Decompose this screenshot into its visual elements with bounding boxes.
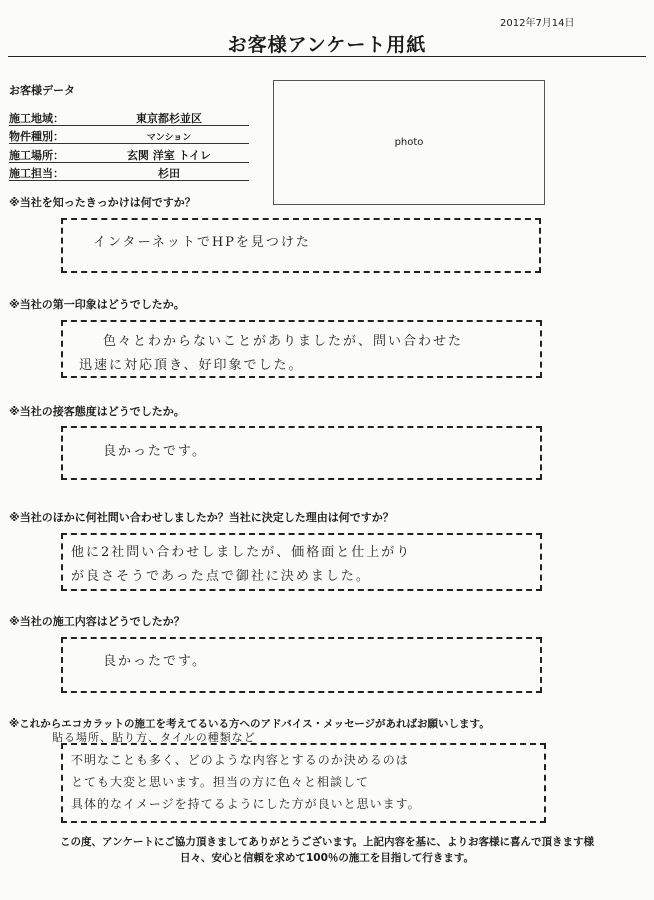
- info-label: 物件種別：: [9, 130, 64, 143]
- answer-box-5: [61, 637, 542, 693]
- answer-4-line-1: 他に2社問い合わせしましたが、価格面と仕上がり: [71, 545, 412, 560]
- page-title: お客様アンケート用紙: [227, 34, 427, 56]
- answer-6-line-2: とても大変と思います。担当の方に色々と相談して: [71, 775, 370, 789]
- answer-6-line-1: 不明なことも多く、どのような内容とするのか決めるのは: [71, 753, 409, 767]
- footer-line-2: 日々、安心と信頼を求めて100％の施工を目指して行きます。: [179, 852, 475, 864]
- photo-label: photo: [394, 137, 424, 148]
- question-3: ※当社の接客態度はどうでしたか。: [9, 405, 185, 418]
- question-5: ※当社の施工内容はどうでしたか？: [9, 615, 185, 628]
- answer-5-line-1: 良かったです。: [103, 654, 207, 669]
- info-value: 杉田: [158, 167, 180, 180]
- answer-1-line-1: インターネットでHPを見つけた: [93, 235, 311, 250]
- survey-date: 2012年7月14日: [500, 18, 575, 29]
- question-1: ※当社を知ったきっかけは何ですか？: [9, 196, 196, 209]
- info-value: 玄関 洋室 トイレ: [126, 149, 212, 162]
- answer-3-line-1: 良かったです。: [103, 444, 207, 459]
- info-row-property-type: [9, 126, 249, 144]
- title-underline: [8, 56, 646, 57]
- answer-6-line-3: 具体的なイメージを持てるようにした方が良いと思います。: [71, 797, 421, 811]
- info-row-location: [9, 145, 249, 163]
- question-2: ※当社の第一印象はどうでしたか。: [9, 298, 185, 311]
- photo-placeholder: [273, 80, 545, 205]
- info-row-staff: [9, 163, 249, 181]
- answer-box-3: [61, 426, 542, 480]
- footer-line-1: この度、アンケートにご協力頂きましてありがとうございます。上記内容を基に、よりお客様に喜んで頂きます様: [59, 836, 595, 848]
- info-label: 施工地域：: [9, 112, 64, 125]
- answer-box-1: [61, 218, 541, 273]
- answer-box-2: [61, 320, 542, 378]
- info-value: マンション: [146, 133, 192, 143]
- question-4: ※当社のほかに何社問い合わせしましたか？当社に決定した理由は何ですか？: [9, 511, 394, 524]
- answer-4-line-2: が良さそうであった点で御社に決めました。: [71, 569, 371, 584]
- info-row-area: [9, 108, 249, 126]
- answer-box-6: [61, 743, 546, 823]
- answer-2-line-2: 迅速に対応頂き、好印象でした。: [79, 358, 304, 373]
- customer-data-heading: お客様データ: [9, 84, 75, 97]
- question-6: ※これからエコカラットの施工を考えてるいる方へのアドバイス・メッセージがあればお願いします。: [9, 718, 490, 730]
- info-label: 施工場所：: [9, 149, 64, 162]
- answer-box-4: [61, 533, 542, 591]
- info-value: 東京都杉並区: [136, 112, 202, 125]
- info-label: 施工担当：: [9, 167, 64, 180]
- answer-6-note: 貼る場所、貼り方、タイルの種類など: [52, 731, 256, 744]
- answer-2-line-1: 色々とわからないことがありましたが、問い合わせた: [103, 334, 464, 349]
